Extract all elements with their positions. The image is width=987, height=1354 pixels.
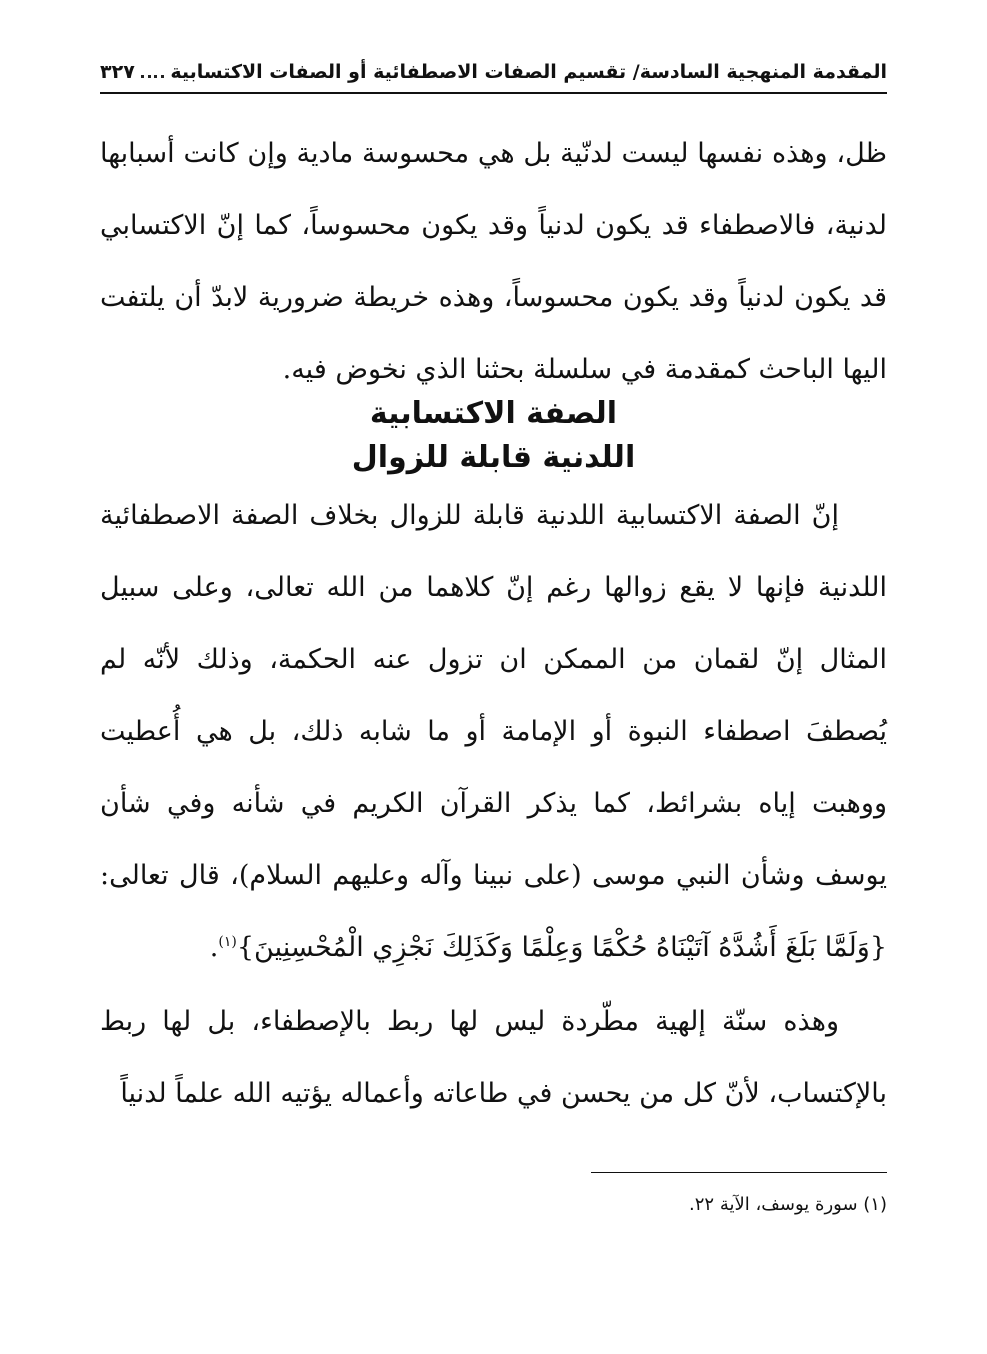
section-block	[100, 480, 887, 984]
header-rule	[100, 92, 887, 94]
section-heading-line-1: الصفة الاكتسابية	[369, 396, 618, 431]
running-head-leader-dots	[141, 75, 165, 78]
page-number: ٣٢٧	[100, 61, 135, 83]
section-heading-line-2: اللدنية قابلة للزوال	[351, 440, 636, 475]
running-head-title: المقدمة المنهجية السادسة/ تقسيم الصفات الاصطفائية أو الصفات الاكتسابية	[170, 61, 887, 83]
quran-verse: {وَلَمَّا بَلَغَ أَشُدَّهُ آتَيْنَاهُ حُكْمًا وَعِلْمًا وَكَذَلِكَ نَجْزِي الْمُحْسِنِينَ}	[236, 932, 887, 963]
running-head	[100, 52, 887, 86]
closing-block	[100, 986, 887, 1130]
intro-block	[100, 118, 887, 406]
section-paragraph-text: إنّ الصفة الاكتسابية اللدنية قابلة للزوال بخلاف الصفة الاصطفائية اللدنية فإنها لا يقع زوالها رغم إنّ كلاهما من الله تعالى، وعلى سبيل المثال إنّ لقمان من الممكن ان تزول عنه الحكمة، وذلك لأنّه لم يُصطفَ اصطفاء النبوة أو الإمامة أو ما شابه ذلك، بل هي أُعطيت ووهبت إياه بشرائط، كما يذكر القرآن الكريم في شأنه وفي شأن يوسف وشأن النبي موسى (على نبينا وآله وعليهم السلام)، قال تعالى:	[100, 500, 887, 891]
closing-paragraph: وهذه سنّة إلهية مطّردة ليس لها ربط بالإصطفاء، بل لها ربط بالإكتساب، لأنّ كل من يحسن في طاعاته وأعماله يؤتيه الله علماً لدنياً	[100, 1006, 887, 1109]
intro-paragraph: ظل، وهذه نفسها ليست لدنّية بل هي محسوسة مادية وإن كانت أسبابها لدنية، فالاصطفاء قد يكون لدنياً وقد يكون محسوساً، كما إنّ الاكتسابي قد يكون لدنياً وقد يكون محسوساً، وهذه خريطة ضرورية لابدّ أن يلتفت اليها الباحث كمقدمة في سلسلة بحثنا الذي نخوض فيه.	[100, 138, 887, 385]
section-paragraph	[100, 480, 887, 984]
verse-end-punct: .	[209, 932, 219, 963]
footnote-reference: (١)	[218, 934, 237, 950]
footnote: (١) سورة يوسف، الآية ٢٢.	[689, 1194, 887, 1215]
section-heading	[100, 392, 887, 480]
footnote-rule	[591, 1172, 887, 1173]
